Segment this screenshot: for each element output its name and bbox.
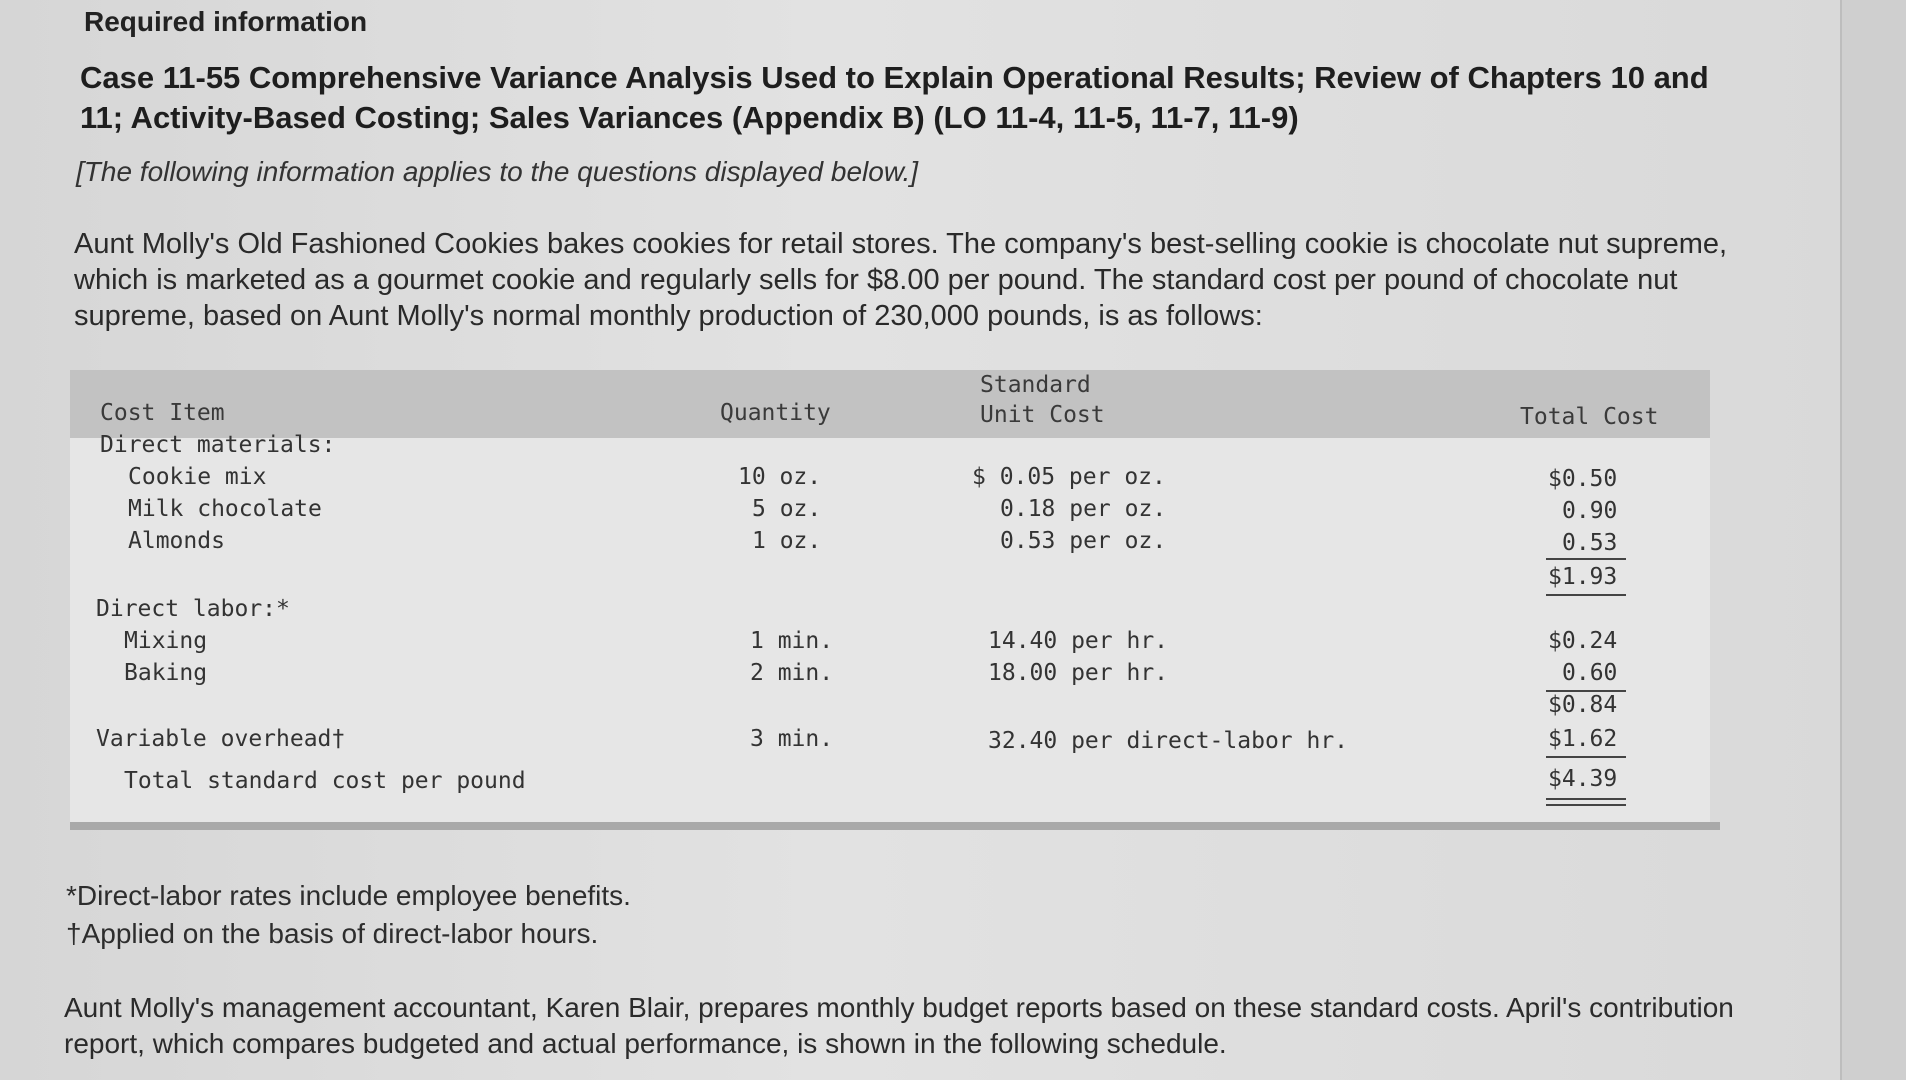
- total-standard-cost-label: Total standard cost per pound: [124, 768, 526, 794]
- col-header-quantity: Quantity: [720, 400, 831, 426]
- subtotal-underline: [1546, 594, 1626, 596]
- closing-paragraph: Aunt Molly's management accountant, Karen Blair, prepares monthly budget reports based on these standard costs. April's contribution report, which compares budgeted and actual performance, is shown in the following schedule.: [64, 992, 1734, 1059]
- dm-total: 0.90: [1562, 498, 1618, 524]
- applies-note: [The following information applies to the questions displayed below.]: [76, 156, 919, 187]
- vo-total: $1.62: [1548, 726, 1618, 752]
- footnote-direct-labor: *Direct-labor rates include employee benefits.: [66, 880, 631, 911]
- dl-unit: 14.40 per hr.: [988, 628, 1169, 654]
- dm-unit: $ 0.05 per oz.: [972, 464, 1166, 490]
- intro-paragraph: Aunt Molly's Old Fashioned Cookies bakes cookies for retail stores. The company's best-selling cookie is chocolate nut supreme, which is marketed as a gourmet cookie and regularly sells for $8.00 per pound. The standard cost per pound of chocolate nut supreme, based on Aunt Molly's normal monthly production of 230,000 pounds, is as follows:: [74, 228, 1728, 332]
- dl-item: Baking: [124, 660, 208, 686]
- direct-labor-label: Direct labor:*: [96, 596, 290, 622]
- dm-unit: 0.18 per oz.: [1000, 496, 1167, 522]
- dl-subtotal: $0.84: [1548, 692, 1618, 718]
- vo-qty: 3 min.: [750, 726, 834, 752]
- dl-qty: 1 min.: [750, 628, 834, 654]
- dl-total: 0.60: [1562, 660, 1618, 686]
- vo-unit: 32.40 per direct-labor hr.: [988, 728, 1349, 754]
- footnote-overhead: †Applied on the basis of direct-labor hours.: [66, 918, 599, 949]
- dm-qty: 5 oz.: [752, 496, 822, 522]
- page-edge: [1840, 0, 1906, 1080]
- table-bottom-rule: [70, 822, 1720, 830]
- required-information-heading: Required information: [84, 6, 368, 37]
- dm-unit: 0.53 per oz.: [1000, 528, 1167, 554]
- dm-item: Cookie mix: [128, 464, 267, 490]
- table-header: [70, 370, 1710, 438]
- standard-cost-table: [70, 370, 1710, 830]
- dm-qty: 1 oz.: [752, 528, 822, 554]
- double-underline-bottom: [1546, 804, 1626, 806]
- dl-item: Mixing: [124, 628, 208, 654]
- dl-qty: 2 min.: [750, 660, 834, 686]
- double-underline-top: [1546, 798, 1626, 800]
- case-title: Case 11-55 Comprehensive Variance Analysis Used to Explain Operational Results; Review of Chapters 10 and 11; Activity-Based Costing; Sales Variances (Appendix B) (LO 11-4, 11-5, 11-7, 11-9): [80, 60, 1709, 135]
- total-underline: [1546, 756, 1626, 758]
- dm-item: Almonds: [128, 528, 225, 554]
- total-standard-cost-value: $4.39: [1548, 766, 1618, 792]
- variable-overhead-label: Variable overhead†: [96, 726, 346, 752]
- dm-total: 0.53: [1562, 530, 1618, 556]
- col-header-total-cost: Total Cost: [1520, 404, 1659, 430]
- subtotal-underline: [1546, 558, 1626, 560]
- col-header-unit-cost-line2: Unit Cost: [980, 402, 1105, 428]
- col-header-unit-cost-line1: Standard: [980, 372, 1091, 398]
- col-header-cost-item: Cost Item: [100, 400, 225, 426]
- dm-qty: 10 oz.: [738, 464, 822, 490]
- dm-total: $0.50: [1548, 466, 1618, 492]
- direct-materials-label: Direct materials:: [100, 432, 336, 458]
- dl-unit: 18.00 per hr.: [988, 660, 1169, 686]
- dm-subtotal: $1.93: [1548, 564, 1618, 590]
- dl-total: $0.24: [1548, 628, 1618, 654]
- dm-item: Milk chocolate: [128, 496, 322, 522]
